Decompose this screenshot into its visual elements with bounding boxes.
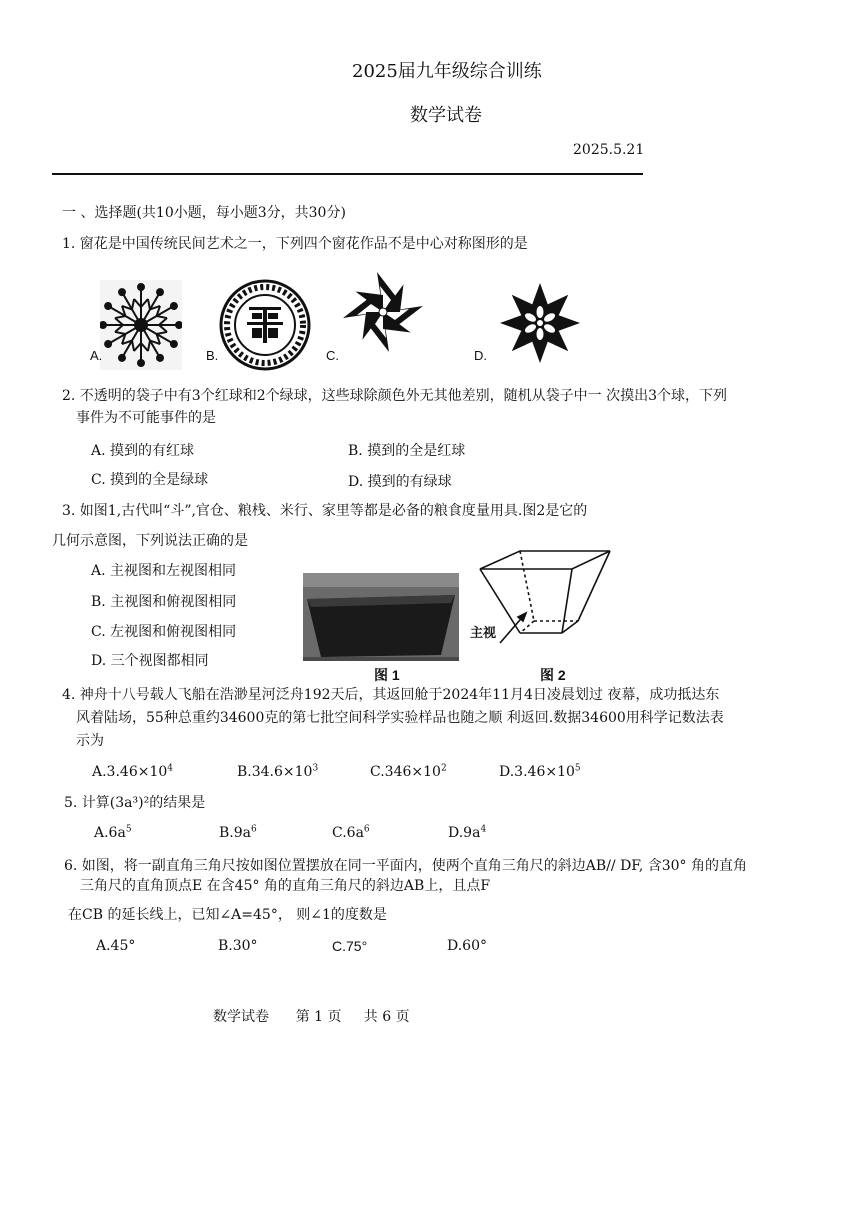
question-6-stem-line2: 三角尺的直角顶点E 在含45° 角的直角三角尺的斜边AB上，且点F <box>80 878 491 894</box>
question-3-stem-line1: 3. 如图1,古代叫“斗”,官仓、粮栈、米行、家里等都是必备的粮食度量用具.图2是它的 <box>62 503 588 519</box>
question-6-stem-line1: 6. 如图，将一副直角三角尺按如图位置摆放在同一平面内，使两个直角三角尺的斜边AB// DF, 含30° 角的直角 <box>64 858 748 874</box>
frustum-diagram <box>462 547 614 665</box>
question-5-stem: 5. 计算(3a³)²的结果是 <box>64 795 206 811</box>
q6-option-c: C.75° <box>332 938 368 954</box>
snowflake-papercut-icon <box>100 280 182 370</box>
q2-option-c: C. 摸到的全是绿球 <box>91 472 209 488</box>
q5-option-b: $B.9a^6$ <box>219 824 257 841</box>
grain-measure-photo <box>303 573 459 661</box>
q6-option-d: D.60° <box>447 938 487 954</box>
figure-1-caption: 图 1 <box>374 667 400 683</box>
q2-option-d: D. 摸到的有绿球 <box>348 474 452 490</box>
q6-option-a: A.45° <box>96 938 136 954</box>
page-footer: 数学试卷 第 1 页 共 6 页 <box>213 1009 410 1025</box>
pinwheel-papercut-icon <box>338 270 428 354</box>
q3-option-d: D. 三个视图都相同 <box>91 653 209 669</box>
q5-option-a: $A.6a^5$ <box>94 824 132 841</box>
header-divider <box>52 173 643 175</box>
question-4-stem-line3: 示为 <box>76 733 104 749</box>
exam-date: 2025.5.21 <box>573 142 645 158</box>
q6-option-b: B.30° <box>218 938 258 954</box>
page-title: 2025届九年级综合训练 <box>352 61 542 82</box>
q1-option-b-label: B. <box>206 348 219 363</box>
double-happiness-papercut-icon <box>219 277 311 373</box>
q2-option-a: A. 摸到的有红球 <box>91 443 195 459</box>
q5-option-d: $D.9a^4$ <box>448 824 487 841</box>
q4-option-c: $C.346\times 10^2$ <box>370 763 447 780</box>
q4-option-b: $B.34.6\times 10^3$ <box>237 763 319 780</box>
question-4-stem-line2: 风着陆场，55种总重约34600克的第七批空间科学实验样品也随之顺 利返回.数据34600用科学记数法表 <box>76 710 724 726</box>
q1-option-c-label: C. <box>326 348 339 363</box>
q3-option-b: B. 主视图和俯视图相同 <box>91 594 237 610</box>
question-3-stem-line2: 几何示意图，下列说法正确的是 <box>52 533 248 549</box>
q5-option-c: $C.6a^6$ <box>332 824 370 841</box>
q4-option-a: $A.3.46\times 10^4$ <box>92 763 174 780</box>
section-heading: 一 、选择题(共10小题，每小题3分，共30分) <box>62 205 346 221</box>
page-subtitle: 数学试卷 <box>410 105 482 126</box>
q3-option-a: A. 主视图和左视图相同 <box>91 563 237 579</box>
question-6-stem-line3: 在CB 的延长线上，已知∠A=45°， 则∠1的度数是 <box>68 907 387 923</box>
q4-option-d: $D.3.46\times 10^5$ <box>499 763 581 780</box>
eight-petal-flower-papercut-icon <box>497 280 583 366</box>
figure-2-caption: 图 2 <box>540 667 566 683</box>
q2-option-b: B. 摸到的全是红球 <box>348 443 466 459</box>
question-2-stem-line2: 事件为不可能事件的是 <box>76 410 216 426</box>
question-4-stem-line1: 4. 神舟十八号载人飞船在浩渺星河泛舟192天后，其返回舱于2024年11月4日凌晨划过 夜幕，成功抵达东 <box>62 687 720 703</box>
question-1-stem: 1. 窗花是中国传统民间艺术之一，下列四个窗花作品不是中心对称图形的是 <box>62 236 528 252</box>
q3-option-c: C. 左视图和俯视图相同 <box>91 624 237 640</box>
q1-option-a-label: A. <box>90 348 103 363</box>
question-2-stem-line1: 2. 不透明的袋子中有3个红球和2个绿球，这些球除颜色外无其他差别，随机从袋子中一 次摸出3个球，下列 <box>62 388 727 404</box>
q1-option-d-label: D. <box>474 348 487 363</box>
main-view-label: 主视 <box>470 625 497 640</box>
